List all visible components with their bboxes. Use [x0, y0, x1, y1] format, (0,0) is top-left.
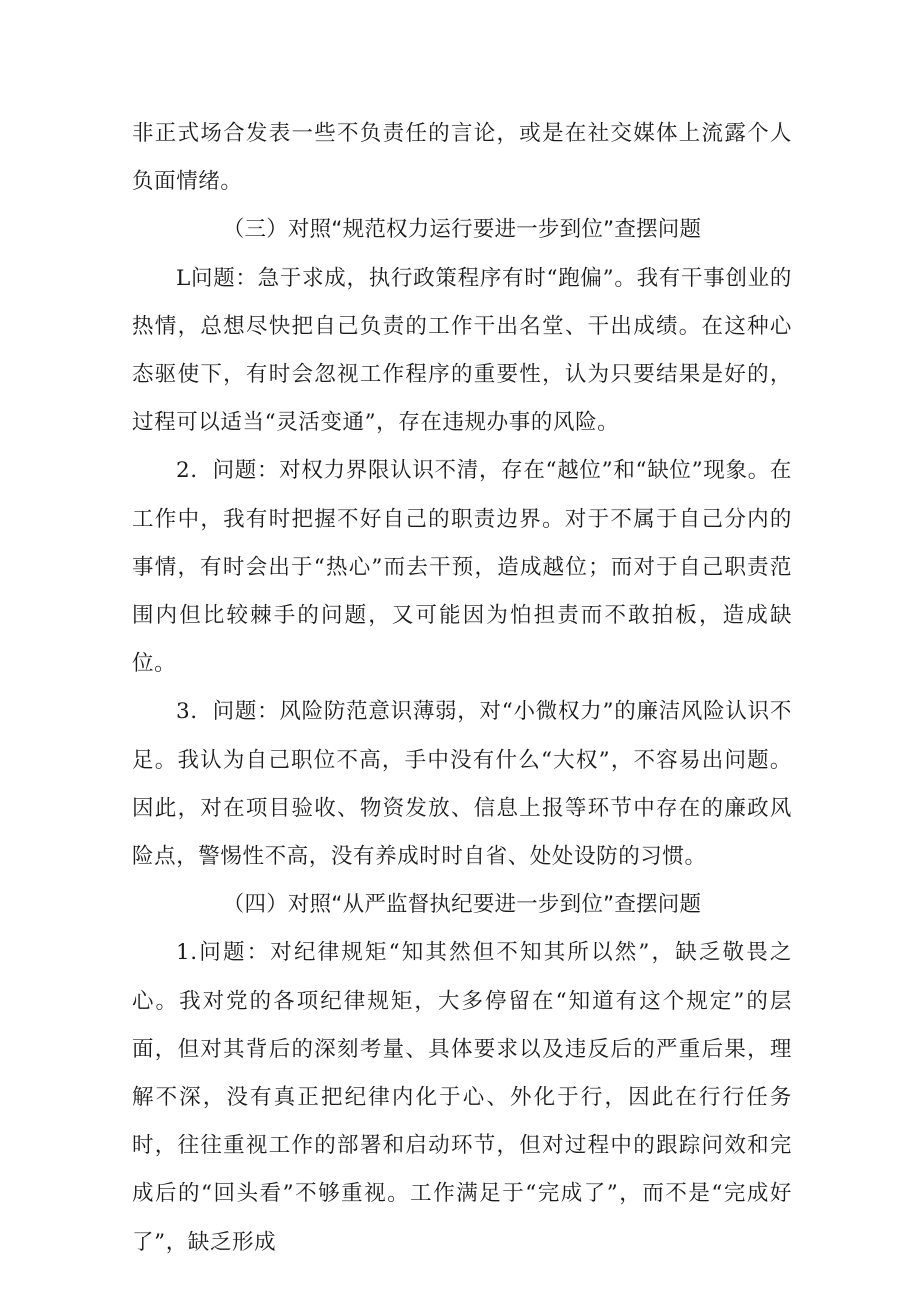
- paragraph-issue-2: 2．问题：对权力界限认识不清，存在“越位”和“缺位”现象。在工作中，我有时把握不好自己的职责边界。对于不属于自己分内的事情，有时会出于“热心”而去干预，造成越位；而对于自己职责范围内但比较棘手的问题，又可能因为怕担责而不敢拍板，造成缺位。: [132, 458, 792, 677]
- section-heading-4: （四）对照“从严监督执纪要进一步到位”查摆问题: [222, 892, 702, 918]
- paragraph-issue-1: L问题：急于求成，执行政策程序有时“跑偏”。我有干事创业的热情，总想尽快把自己负责的工作干出名堂、干出成绩。在这种心态驱使下，有时会忽视工作程序的重要性，认为只要结果是好的，过程可以适当“灵活变通”，存在违规办事的风险。: [132, 265, 792, 436]
- section-heading-3: （三）对照“规范权力运行要进一步到位”查摆问题: [222, 217, 702, 243]
- document-body: [132, 110, 792, 1267]
- paragraph-issue-3: 3．问题：风险防范意识薄弱，对“小微权力”的廉洁风险认识不足。我认为自己职位不高，手中没有什么“大权”，不容易出问题。因此，对在项目验收、物资发放、信息上报等环节中存在的廉政风险点，警惕性不高，没有养成时时自省、处处设防的习惯。: [132, 699, 792, 870]
- paragraph-discipline-issue-1: 1.问题：对纪律规矩“知其然但不知其所以然”，缺乏敬畏之心。我对党的各项纪律规矩，大多停留在“知道有这个规定”的层面，但对其背后的深刻考量、具体要求以及违反后的严重后果，理解不深，没有真正把纪律内化于心、外化于行，因此在行行任务时，往往重视工作的部署和启动环节，但对过程中的跟踪问效和完成后的“回头看”不够重视。工作满足于“完成了”，而不是“完成好了”，缺乏形成: [132, 940, 792, 1255]
- paragraph-continuation: 非正式场合发表一些不负责任的言论，或是在社交媒体上流露个人负面情绪。: [132, 121, 792, 195]
